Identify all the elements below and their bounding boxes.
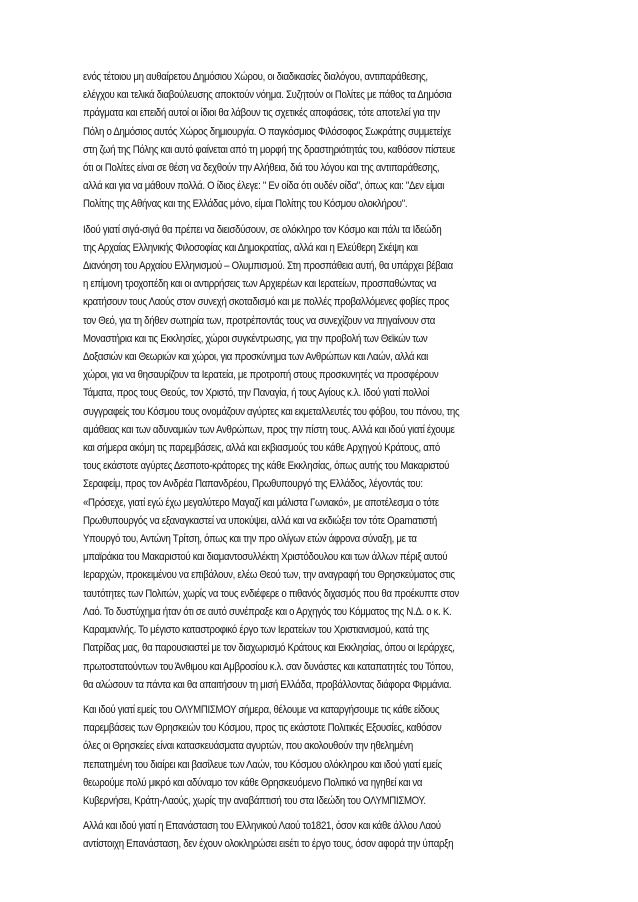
- text-line: στη ζωή της Πόλης και αυτό φαίνεται από τη μορφή της δραστηριότητάς του, καθόσον πίστευε: [83, 143, 456, 156]
- paragraph-greek-ideals: [83, 221, 561, 694]
- text-line: πρωτοστατούντων του Άνθιμου και Αμβροσίου κ.λ. σαν δυνάστες και καταπατητές του Τόπου,: [83, 660, 454, 673]
- text-line: κρατήσουν τους Λαούς στον συνεχή σκοταδισμό και με πολλές προβαλλόμενες φοβίες προς: [83, 296, 449, 309]
- text-line: όλες οι Θρησκείες είναι κατασκευάσματα αγυρτών, που ακολουθούν την ηθελημένη: [83, 740, 413, 753]
- paragraph-olympism: [83, 701, 561, 810]
- text-line: αντίστοιχη Επανάσταση, δεν έχουν ολοκληρώσει ειsέτι το έργο τους, όσον αφορά την ύπαρξη: [83, 838, 454, 851]
- document-page: [83, 68, 561, 861]
- text-line: Πρωθυπουργός να εξαναγκαστεί να υποκύψει, αλλά και να εκδιώξει τον τότε Ορamατιστή: [83, 514, 437, 527]
- text-line: Δοξασιών και Θεωριών και χώροι, για προσκύνημα των Ανθρώπων και Λαών, αλλά και: [83, 351, 428, 364]
- text-line: παρεμβάσεις των Θρησκειών του Κόσμου, προς τις εκάστοτε Πολιτικές Εξουσίες, καθόσον: [83, 722, 442, 735]
- text-line: πεπατημένη του διαίρει και βασίλευε των Λαών, του Κόσμου ολόκληρου και ιδού γιατί εμείς: [83, 758, 442, 771]
- text-line: Μοναστήρια και τις Εκκλησίες, χώροι συγκέντρωσης, για την προβολή των Θεϊκών των: [83, 332, 428, 345]
- text-line: ενός τέτοιου μη αυθαίρετου Δημόσιου Χώρου, οι διαδικασίες διαλόγου, αντιπαράθεσης,: [83, 71, 428, 83]
- text-line: Και ιδού γιατί εμείς του ΟΛΥΜΠΙΣΜΟΥ σήμερα, θέλουμε να καταργήσουμε τις κάθε είδους: [83, 703, 440, 716]
- text-line: ταυτότητες των Πολιτών, χωρίς να τους ενδιέφερε ο πιθανός διχασμός που θα προέκυπτε στον: [83, 587, 459, 600]
- text-line: μπαϊράκια του Μακαριστού και διαμαντοσυλλέκτη Χριστόδουλου και των άλλων πέριξ αυτού: [83, 551, 448, 564]
- text-line: τους εκάστοτε αγύρτες Δεσποτο-κράτορες της κάθε Εκκλησίας, όπως αυτής του Μακαριστού: [83, 460, 450, 473]
- text-line: αλλά και για να μάθουν πολλά. Ο ίδιος έλεγε: " Εν οίδα ότι ουδέν οίδα", όπως και: "Δεν είμαι: [83, 180, 445, 193]
- text-line: αμάθειας και των αδυναμιών των Ανθρώπων, προς την πίστη τους. Αλλά και ιδού γιατί έχουμε: [83, 423, 455, 436]
- text-line: Πατρίδας μας, θα παρουσιαστεί με τον διαχωρισμό Κράτους και Εκκλησίας, όπου οι Ιεράρχες,: [83, 642, 455, 655]
- text-line: Σεραφείμ, προς τον Ανδρέα Παπανδρέου, Πρωθυπουργό της Ελλάδος, λέγοντάς του:: [83, 478, 423, 491]
- text-line: χώροι, για να θησαυρίζουν τα Ιερατεία, με προτροπή στους προσκυνητές να προσφέρουν: [83, 369, 439, 382]
- text-line: Αλλά και ιδού γιατί η Επανάσταση του Ελληνικού Λαού το1821, όσον και κάθε άλλου Λαού: [83, 820, 441, 833]
- paragraph-revolution-1821: [83, 817, 561, 853]
- text-line: Λαό. Το δυστύχημα ήταν ότι σε αυτό συνέπραξε και ο Αρχηγός του Κόμματος της Ν.Δ. ο κ. Κ.: [83, 605, 452, 618]
- text-line: ελέγχου και τελικά διαβούλευσης αποκτούν νόημα. Συζητούν οι Πολίτες με πάθος τα Δημόσια: [83, 89, 452, 102]
- text-line: πράγματα και επειδή αυτοί οι ίδιοι θα λάβουν τις σχετικές αποφάσεις, τότε αποτελεί για την: [83, 107, 440, 120]
- text-line: και σήμερα ακόμη τις παρεμβάσεις, αλλά και εκβιασμούς του κάθε Αρχηγού Κράτους, από: [83, 442, 440, 455]
- text-line: η επίμονη τροχοπέδη και οι αντιρρήσεις των Αρχιερέων και Ιερατείων, προσπαθώντας να: [83, 278, 437, 291]
- text-line: θα αλώσουν τα πάντα και θα απαιτήσουν τη μισή Ελλάδα, προβάλλοντας διάφορα Φιρμάνια.: [83, 678, 452, 691]
- text-line: Τάματα, προς τους Θεούς, τον Χριστό, την Παναγία, ή τους Αγίους κ.λ. Ιδού γιατί πολλοί: [83, 387, 430, 400]
- text-line: «Πρόσεχε, γιατί εγώ έχω μεγαλύτερο Μαγαζί και μάλιστα Γωνιακό», με αποτέλεσμα ο τότε: [83, 496, 439, 509]
- text-line: Διανόηση του Αρχαίου Ελληνισμού – Ολυμπισμού. Στη προσπάθεια αυτή, θα υπάρχει βέβαια: [83, 260, 453, 273]
- text-line: Πόλη ο Δημόσιος αυτός Χώρος δημιουργία. Ο παγκόσμιος Φιλόσοφος Σωκράτης συμμετείχε: [83, 125, 452, 138]
- text-line: Πολίτης της Αθήνας και της Ελλάδας μόνο, είμαι Πολίτης του Κόσμου ολοκλήρου".: [83, 198, 408, 211]
- text-line: τον Θεό, για τη δήθεν σωτηρία των, προτρέποντάς τους να συνεχίζουν να πηγαίνουν στα: [83, 314, 435, 327]
- text-line: Καραμανλής. Το μέγιστο καταστροφικό έργο των Ιερατείων του Χριστιανισμού, κατά της: [83, 624, 429, 637]
- text-line: Ιεραρχών, προκειμένου να επιβάλουν, ελέω Θεού των, την αναγραφή του Θρησκεύματος στις: [83, 569, 455, 582]
- text-line: θεωρούμε πολύ μικρό και αδύναμο τον κάθε Θρησκευόμενο Πολιτικό να ηγηθεί και να: [83, 776, 423, 789]
- text-line: Ιδού γιατί σιγά-σιγά θα πρέπει να διεισδύσουν, σε ολόκληρο τον Κόσμο και πάλι τα Ιδεώδη: [83, 223, 442, 236]
- text-line: Υπουργό του, Αντώνη Τρίτση, όπως και την προ ολίγων ετών άφρονα σύναξη, με τα: [83, 533, 417, 546]
- paragraph-public-space: [83, 68, 561, 214]
- text-line: ότι οι Πολίτες είναι σε θέση να δεχθούν την Αλήθεια, διά του λόγου και της αντιπαράθεσης,: [83, 162, 440, 175]
- text-line: της Αρχαίας Ελληνικής Φιλοσοφίας και Δημοκρατίας, αλλά και η Ελεύθερη Σκέψη και: [83, 241, 418, 254]
- text-line: συγγραφείς του Κόσμου τους ονομάζουν αγύρτες και εκμεταλλευτές του φόβου, του πόνου, της: [83, 405, 460, 418]
- text-line: Κυβερνήσει, Κράτη-Λαούς, χωρίς την αναβάπτισή του στα Ιδεώδη του ΟΛΥΜΠΙΣΜΟΥ.: [83, 794, 426, 807]
